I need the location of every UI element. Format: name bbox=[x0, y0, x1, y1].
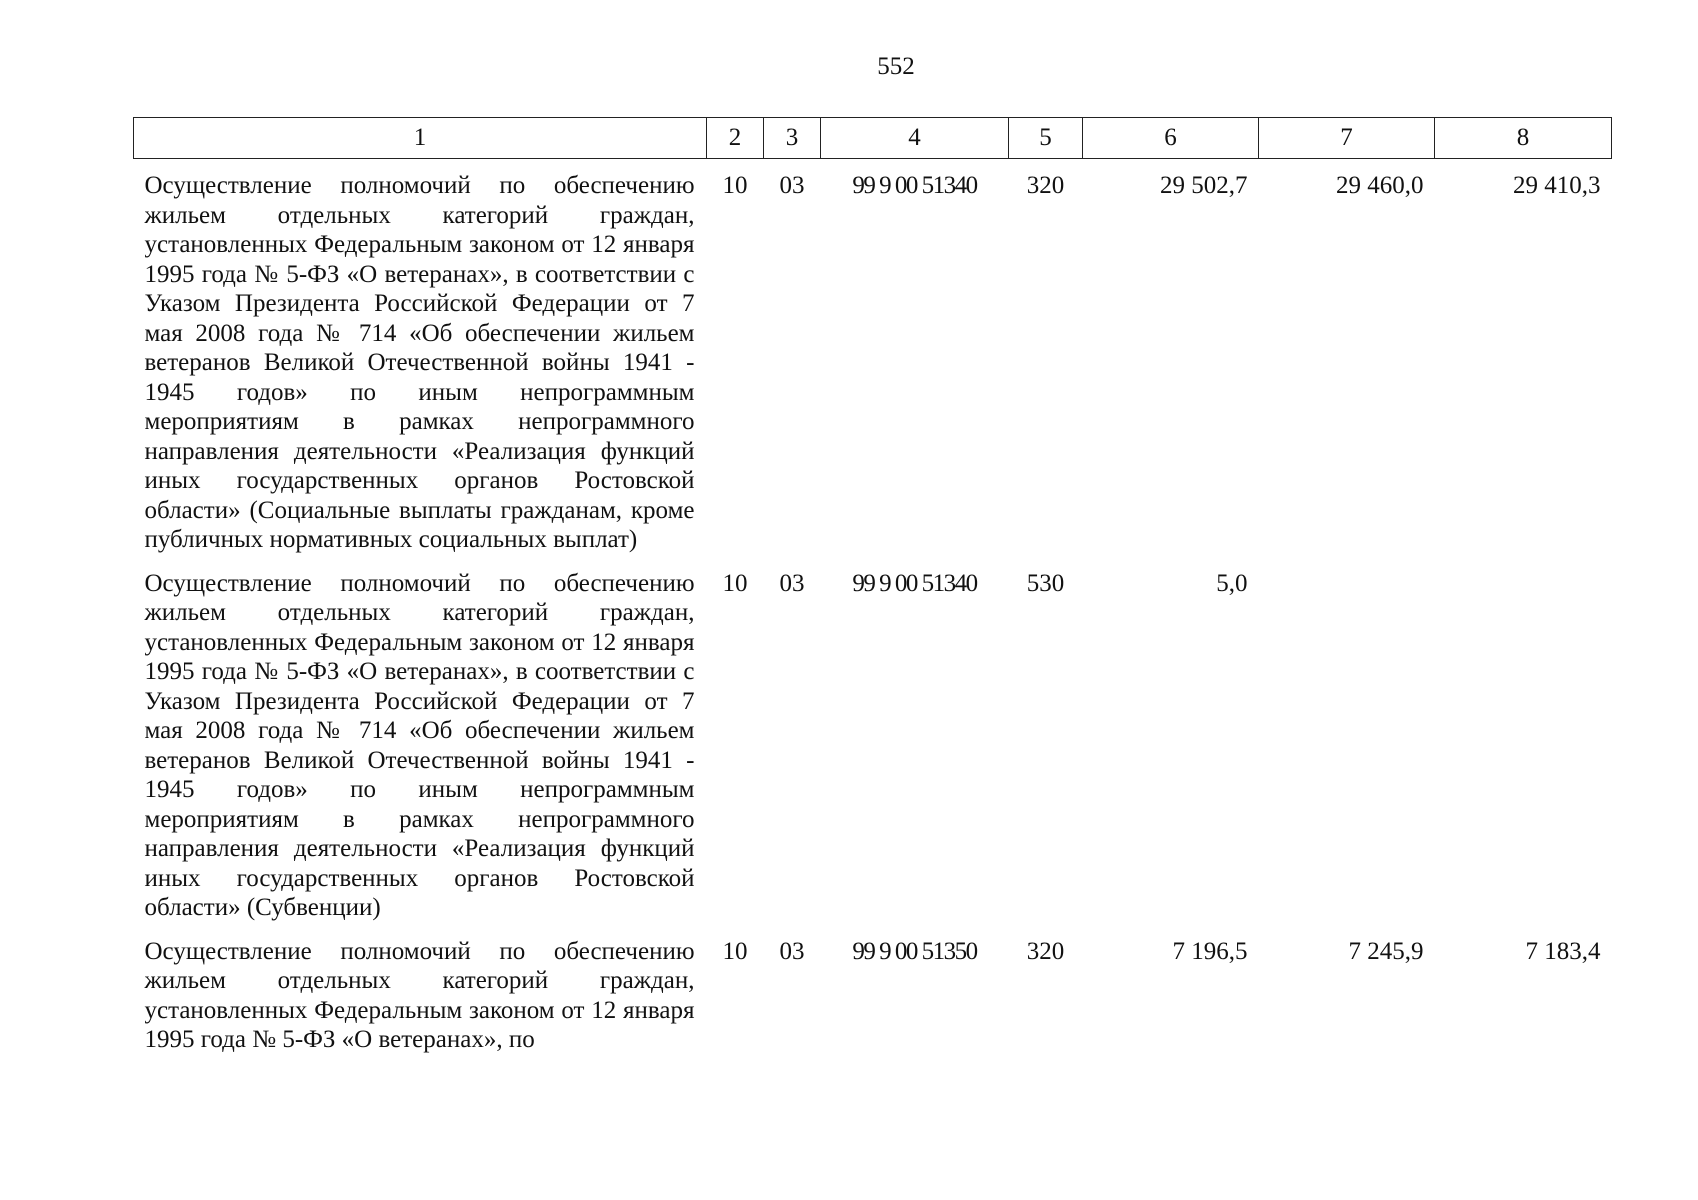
row-amount-col7: 7 245,9 bbox=[1348, 937, 1424, 965]
row-expense-type: 320 bbox=[1026, 172, 1065, 199]
row-target-article: 99 9 00 51350 bbox=[852, 937, 977, 965]
row-description: Осуществление полномочий по обеспечению жильем отдельных категорий граждан, установленных Федеральным законом от 12 января 1995 года № 5-ФЗ «О ветеранах», по bbox=[144, 937, 695, 1053]
column-header-3: 3 bbox=[764, 118, 821, 159]
page-number: 552 bbox=[877, 53, 915, 80]
row-amount-col6: 5,0 bbox=[1216, 569, 1248, 597]
table-row bbox=[134, 159, 1612, 555]
column-header-4: 4 bbox=[821, 118, 1009, 159]
row-expense-type: 320 bbox=[1026, 937, 1065, 965]
budget-table bbox=[133, 117, 1612, 1055]
row-amount-col7 bbox=[1259, 555, 1435, 923]
row-amount-col8: 7 183,4 bbox=[1525, 937, 1601, 965]
column-header-2: 2 bbox=[707, 118, 764, 159]
row-description: Осуществление полномочий по обеспечению жильем отдельных категорий граждан, установленных Федеральным законом от 12 января 1995 года № 5-ФЗ «О ветеранах», в соответствии с Указом Президента Российской Федерации от 7 мая 2008 года № 714 «Об обеспечении жильем ветеранов Великой Отечественной войны 1941 - 1945 годов» по иным непрограммным мероприятиям в рамках непрограммного направления деятельности «Реализация функций иных государственных органов Ростовской области» (Социальные выплаты гражданам, кроме публичных нормативных социальных выплат) bbox=[144, 172, 695, 553]
row-section: 10 bbox=[722, 937, 748, 965]
row-amount-col6: 7 196,5 bbox=[1172, 937, 1248, 965]
row-subsection: 03 bbox=[779, 937, 805, 965]
row-amount-col7: 29 460,0 bbox=[1336, 172, 1424, 199]
row-amount-col8: 29 410,3 bbox=[1513, 172, 1601, 199]
row-target-article: 99 9 00 51340 bbox=[852, 569, 977, 597]
row-subsection: 03 bbox=[779, 569, 805, 597]
row-subsection: 03 bbox=[779, 172, 805, 199]
table-row bbox=[134, 923, 1612, 1055]
row-target-article: 99 9 00 51340 bbox=[852, 172, 977, 199]
row-amount-col6: 29 502,7 bbox=[1160, 172, 1248, 199]
column-header-6: 6 bbox=[1083, 118, 1259, 159]
column-header-1: 1 bbox=[134, 118, 707, 159]
row-description: Осуществление полномочий по обеспечению жильем отдельных категорий граждан, установленных Федеральным законом от 12 января 1995 года № 5-ФЗ «О ветеранах», в соответствии с Указом Президента Российской Федерации от 7 мая 2008 года № 714 «Об обеспечении жильем ветеранов Великой Отечественной войны 1941 - 1945 годов» по иным непрограммным мероприятиям в рамках непрограммного направления деятельности «Реализация функций иных государственных органов Ростовской области» (Субвенции) bbox=[144, 569, 695, 921]
row-amount-col8 bbox=[1435, 555, 1612, 923]
row-expense-type: 530 bbox=[1026, 569, 1065, 597]
row-section: 10 bbox=[722, 172, 748, 199]
row-section: 10 bbox=[722, 569, 748, 597]
column-header-7: 7 bbox=[1259, 118, 1435, 159]
column-header-5: 5 bbox=[1009, 118, 1083, 159]
column-header-8: 8 bbox=[1435, 118, 1612, 159]
table-header-row bbox=[134, 118, 1612, 159]
table-row bbox=[134, 555, 1612, 923]
